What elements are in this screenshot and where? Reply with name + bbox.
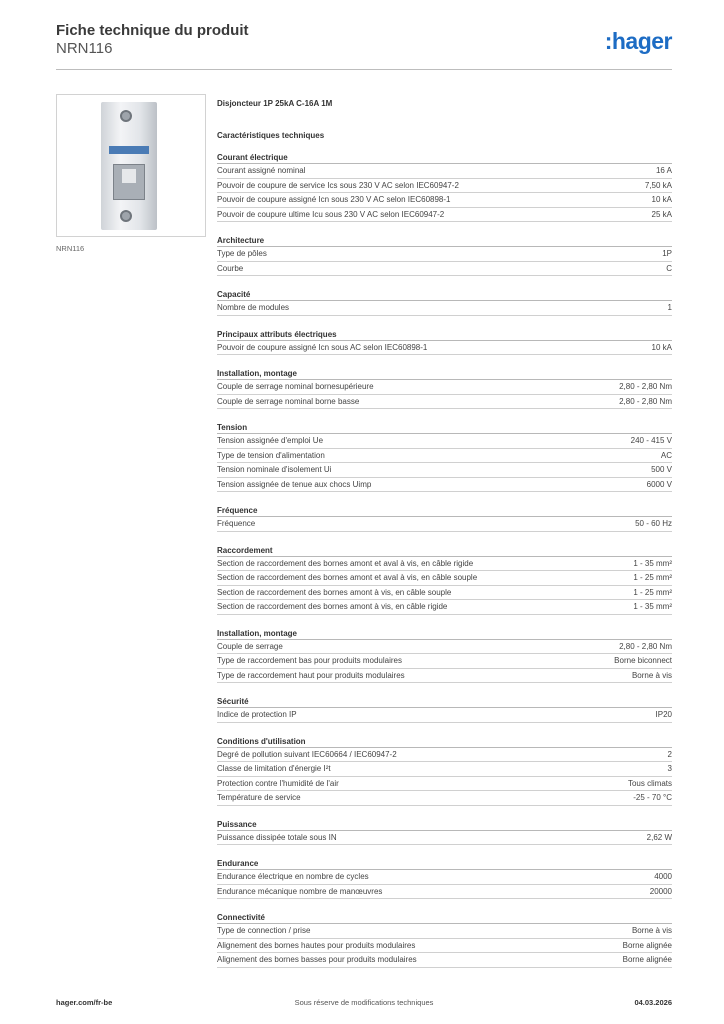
spec-value: Borne biconnect	[614, 656, 672, 665]
top-screw-icon	[120, 110, 132, 122]
image-caption: NRN116	[56, 244, 85, 253]
section-title: Installation, montage	[217, 628, 672, 640]
spec-row	[217, 669, 672, 684]
section-title: Raccordement	[217, 545, 672, 557]
spec-label: Protection contre l'humidité de l'air	[217, 778, 339, 788]
spec-row	[217, 831, 672, 846]
hager-logo: :hager	[604, 28, 672, 54]
spec-row	[217, 870, 672, 885]
spec-section	[217, 912, 672, 968]
spec-section	[217, 235, 672, 276]
spec-value: 2,80 - 2,80 Nm	[619, 382, 672, 391]
spec-section	[217, 696, 672, 723]
spec-row	[217, 301, 672, 316]
spec-value: Borne alignée	[622, 940, 672, 950]
spec-row	[217, 395, 672, 410]
spec-row	[217, 762, 672, 777]
spec-value: 1	[667, 303, 672, 312]
section-title: Principaux attributs électriques	[217, 329, 672, 341]
circuit-breaker-illustration	[101, 102, 157, 230]
spec-row	[217, 557, 672, 572]
spec-row	[217, 600, 672, 615]
spec-label: Type de raccordement bas pour produits modulaires	[217, 656, 402, 665]
spec-row	[217, 640, 672, 655]
spec-row	[217, 924, 672, 939]
spec-value: 500 V	[651, 465, 672, 474]
spec-label: Endurance mécanique nombre de manœuvres	[217, 886, 383, 896]
section-title: Puissance	[217, 819, 672, 831]
spec-section	[217, 736, 672, 806]
spec-row	[217, 748, 672, 763]
spec-label: Section de raccordement des bornes amont à vis, en câble rigide	[217, 602, 448, 611]
spec-value: Borne alignée	[622, 955, 672, 964]
section-title: Endurance	[217, 858, 672, 870]
spec-row	[217, 777, 672, 792]
spec-value: 1 - 25 mm²	[633, 573, 672, 582]
section-title: Connectivité	[217, 912, 672, 924]
spec-section	[217, 545, 672, 615]
spec-row	[217, 791, 672, 806]
footer-date: 04.03.2026	[634, 998, 672, 1007]
spec-row	[217, 164, 672, 179]
spec-label: Type de pôles	[217, 249, 267, 258]
section-title: Architecture	[217, 235, 672, 247]
spec-label: Nombre de modules	[217, 303, 290, 312]
spec-label: Couple de serrage nominal borne basse	[217, 396, 360, 406]
spec-row	[217, 571, 672, 586]
spec-label: Indice de protection IP	[217, 710, 297, 719]
specifications	[217, 99, 672, 968]
section-title: Sécurité	[217, 696, 672, 708]
spec-row	[217, 208, 672, 223]
spec-value: -25 - 70 °C	[633, 793, 672, 802]
spec-label: Tension assignée de tenue aux chocs Uimp	[217, 479, 372, 489]
spec-row	[217, 434, 672, 449]
spec-value: 7,50 kA	[644, 180, 672, 190]
page-header	[56, 22, 672, 70]
section-title: Conditions d'utilisation	[217, 736, 672, 748]
spec-label: Classe de limitation d'énergie I²t	[217, 764, 331, 773]
spec-value: 1 - 25 mm²	[633, 587, 672, 597]
spec-row	[217, 449, 672, 464]
breaker-label-strip	[109, 146, 149, 154]
spec-row	[217, 953, 672, 968]
spec-section	[217, 152, 672, 222]
spec-section	[217, 368, 672, 409]
spec-value: 2,80 - 2,80 Nm	[619, 396, 672, 406]
spec-label: Température de service	[217, 793, 301, 802]
spec-label: Courant assigné nominal	[217, 166, 306, 175]
spec-section	[217, 819, 672, 846]
spec-section	[217, 289, 672, 316]
spec-row	[217, 262, 672, 277]
spec-label: Section de raccordement des bornes amont et aval à vis, en câble souple	[217, 573, 478, 582]
spec-row	[217, 939, 672, 954]
spec-label: Fréquence	[217, 519, 256, 528]
section-title: Capacité	[217, 289, 672, 301]
spec-label: Type de tension d'alimentation	[217, 450, 325, 460]
spec-value: 2	[667, 749, 672, 759]
spec-value: 3	[667, 764, 672, 773]
spec-row	[217, 708, 672, 723]
spec-value: IP20	[655, 710, 672, 719]
product-name: Disjoncteur 1P 25kA C-16A 1M	[217, 99, 333, 108]
spec-value: C	[666, 263, 672, 273]
spec-sections	[217, 152, 672, 968]
spec-section	[217, 329, 672, 356]
spec-row	[217, 463, 672, 478]
spec-label: Pouvoir de coupure assigné Icn sous AC selon IEC60898-1	[217, 342, 428, 352]
spec-value: 20000	[649, 886, 672, 896]
section-title: Tension	[217, 422, 672, 434]
spec-section	[217, 628, 672, 684]
spec-label: Type de connection / prise	[217, 926, 311, 935]
spec-label: Section de raccordement des bornes amont à vis, en câble souple	[217, 587, 452, 597]
spec-label: Alignement des bornes hautes pour produits modulaires	[217, 940, 416, 950]
spec-heading: Caractéristiques techniques	[217, 131, 325, 140]
spec-value: 10 kA	[651, 195, 672, 204]
spec-row	[217, 654, 672, 669]
spec-label: Puissance dissipée totale sous IN	[217, 832, 337, 842]
bottom-screw-icon	[120, 210, 132, 222]
spec-label: Endurance électrique en nombre de cycles	[217, 872, 369, 881]
section-title: Courant électrique	[217, 152, 672, 164]
document-title: Fiche technique du produit	[56, 22, 249, 39]
spec-label: Degré de pollution suivant IEC60664 / IEC60947-2	[217, 749, 397, 759]
spec-label: Couple de serrage nominal bornesupérieure	[217, 382, 374, 391]
spec-row	[217, 885, 672, 900]
spec-label: Type de raccordement haut pour produits modulaires	[217, 670, 405, 680]
spec-value: 1 - 35 mm²	[633, 558, 672, 568]
spec-value: 16 A	[655, 166, 672, 175]
spec-section	[217, 505, 672, 532]
spec-value: 4000	[654, 872, 672, 881]
spec-value: AC	[660, 450, 672, 460]
footer-website: hager.com/fr-be	[56, 998, 113, 1007]
document-subtitle: NRN116	[56, 40, 113, 57]
spec-row	[217, 193, 672, 208]
footer-notice: Sous réserve de modifications techniques	[294, 998, 434, 1007]
spec-value: 6000 V	[646, 479, 672, 489]
spec-row	[217, 517, 672, 532]
spec-value: Tous climats	[627, 778, 672, 788]
spec-label: Couple de serrage	[217, 641, 283, 651]
breaker-toggle	[113, 164, 145, 200]
spec-value: 240 - 415 V	[630, 436, 672, 445]
spec-value: Borne à vis	[631, 670, 672, 680]
spec-value: 50 - 60 Hz	[635, 519, 672, 528]
spec-label: Tension assignée d'emploi Ue	[217, 436, 324, 445]
spec-value: 25 kA	[651, 209, 672, 219]
spec-label: Tension nominale d'isolement Ui	[217, 465, 332, 474]
section-title: Installation, montage	[217, 368, 672, 380]
spec-label: Section de raccordement des bornes amont et aval à vis, en câble rigide	[217, 558, 474, 568]
spec-row	[217, 478, 672, 493]
spec-value: 2,80 - 2,80 Nm	[619, 641, 672, 651]
spec-section	[217, 422, 672, 492]
spec-row	[217, 341, 672, 356]
spec-label: Courbe	[217, 263, 244, 273]
spec-value: Borne à vis	[631, 926, 672, 935]
spec-label: Pouvoir de coupure assigné Icn sous 230 V AC selon IEC60898-1	[217, 195, 451, 204]
spec-row	[217, 380, 672, 395]
product-image	[56, 94, 206, 237]
spec-label: Pouvoir de coupure ultime Icu sous 230 V AC selon IEC60947-2	[217, 209, 445, 219]
spec-value: 1P	[662, 249, 672, 258]
spec-value: 1 - 35 mm²	[633, 602, 672, 611]
section-title: Fréquence	[217, 505, 672, 517]
spec-section	[217, 858, 672, 899]
spec-label: Alignement des bornes basses pour produits modulaires	[217, 955, 417, 964]
spec-value: 2,62 W	[646, 832, 672, 842]
spec-row	[217, 586, 672, 601]
spec-row	[217, 247, 672, 262]
spec-label: Pouvoir de coupure de service Ics sous 230 V AC selon IEC60947-2	[217, 180, 459, 190]
spec-row	[217, 179, 672, 194]
spec-value: 10 kA	[651, 342, 672, 352]
